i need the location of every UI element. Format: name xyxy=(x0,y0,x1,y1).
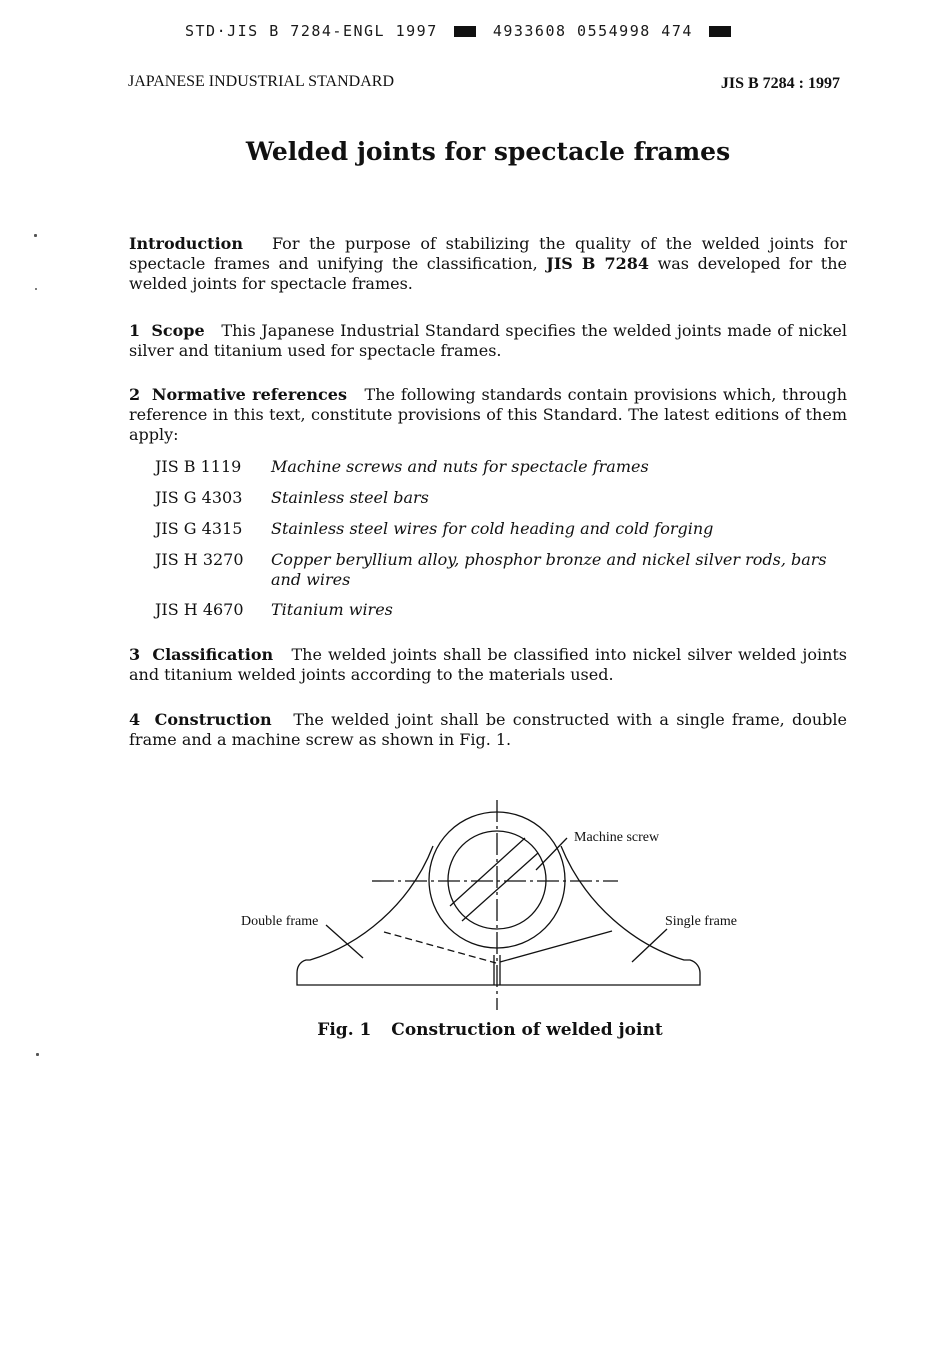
classification-text: The welded joints shall be classified into nickel silver welded joints and titanium welded joints according to the materials used. xyxy=(129,645,848,684)
scope-text: This Japanese Industrial Standard specifies the welded joints made of nickel silver and titanium used for spectacle frames. xyxy=(129,321,847,360)
standard-label: JAPANESE INDUSTRIAL STANDARD xyxy=(128,73,394,90)
scan-header-code: STD·JIS B 7284-ENGL 1997 xyxy=(185,22,438,40)
hidden-edge-line xyxy=(384,932,496,963)
figure-number: Fig. 1 xyxy=(317,1020,372,1040)
double-frame-leader xyxy=(326,925,363,958)
construction-heading: Construction xyxy=(154,710,272,729)
machine-screw-leader xyxy=(536,838,567,870)
double-frame-label: Double frame xyxy=(241,914,319,929)
screw-hatch-line xyxy=(450,838,525,906)
scan-header-serial: 4933608 0554998 474 xyxy=(492,22,693,40)
standard-number: JIS B 7284 : 1997 xyxy=(720,75,840,92)
section-number: 2 xyxy=(129,385,141,404)
introduction-text: For the purpose of stabilizing the quality of the welded joints for spectacle frames and unifying the classification, xyxy=(129,234,847,273)
scope-heading: Scope xyxy=(151,321,205,340)
page-title: Welded joints for spectacle frames xyxy=(245,137,731,166)
reference-title: Stainless steel bars xyxy=(271,488,429,507)
figure-caption xyxy=(0,1020,950,1040)
reference-title: Machine screws and nuts for spectacle frames xyxy=(271,457,649,476)
construction-text: The welded joint shall be constructed with a single frame, double frame and a machine screw as shown in Fig. 1. xyxy=(129,710,848,749)
scan-speck xyxy=(36,1053,39,1056)
reference-code: JIS H 3270 xyxy=(155,550,244,569)
reference-title: Stainless steel wires for cold heading and cold forging xyxy=(271,519,714,538)
reference-code: JIS B 1119 xyxy=(155,457,242,476)
classification-heading: Classification xyxy=(152,645,274,664)
reference-code: JIS G 4315 xyxy=(155,519,243,538)
single-frame-label: Single frame xyxy=(665,914,737,929)
weld-seam-line xyxy=(500,931,612,962)
normative-references-heading: Normative references xyxy=(151,385,347,404)
screw-hatch-line xyxy=(462,853,538,921)
reference-title: Copper beryllium alloy, phosphor bronze and nickel silver rods, bars and wires xyxy=(271,550,827,589)
introduction-text-end: was developed for the welded joints for spectacle frames. xyxy=(129,254,848,293)
reference-code: JIS G 4303 xyxy=(155,488,243,507)
scan-speck xyxy=(35,288,37,290)
scan-speck xyxy=(34,234,37,237)
section-number: 1 xyxy=(129,321,141,340)
reference-code: JIS H 4670 xyxy=(155,600,244,619)
introduction-standard-ref: JIS B 7284 xyxy=(546,254,649,273)
section-number: 3 xyxy=(129,645,141,664)
machine-screw-label: Machine screw xyxy=(574,830,660,845)
double-frame-outline xyxy=(297,846,497,985)
introduction-heading: Introduction xyxy=(129,234,243,253)
section-number: 4 xyxy=(129,710,141,729)
figure-title: Construction of welded joint xyxy=(391,1020,663,1040)
single-frame-leader xyxy=(632,929,667,962)
reference-title: Titanium wires xyxy=(271,600,393,619)
normative-references-text: The following standards contain provisions which, through reference in this text, constitute provisions of this Standard. The latest editions of them apply: xyxy=(129,385,848,444)
